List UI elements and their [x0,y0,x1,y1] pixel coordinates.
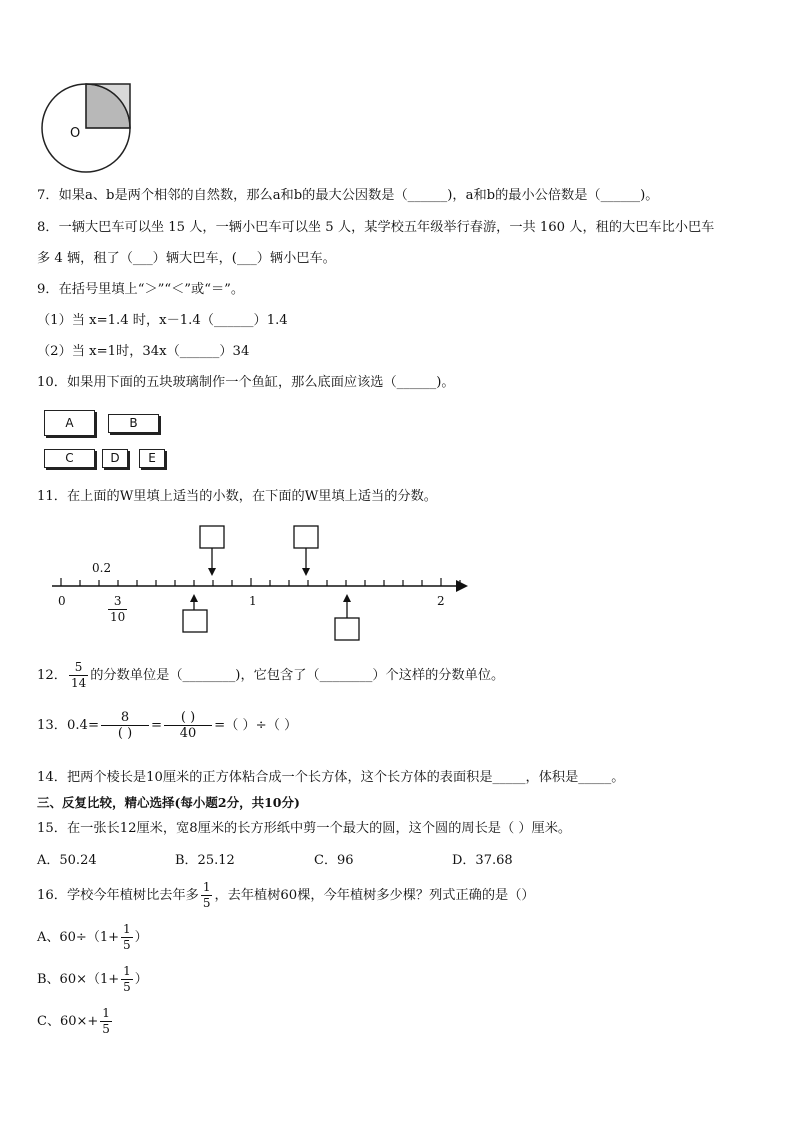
glass-piece-a: A [44,410,95,436]
glass-piece-e: E [139,449,165,468]
q15-option-c[interactable]: C．96 [314,853,354,868]
circle-square-figure [38,82,138,178]
number-line-tick-2: 2 [437,594,445,608]
number-line-fraction: $\frac{3}{10}$ [110,594,126,624]
question-9-sub2: （2）当 x=1时，34x（______）34 [37,344,250,359]
question-13: 13．0.4= $\frac{8}{( )}$ = $\frac{( )}{40}$ =（ ）÷（ ） [37,710,298,741]
glass-piece-b: B [108,414,159,433]
question-10: 10．如果用下面的五块玻璃制作一个鱼缸，那么底面应该选（______)。 [37,375,455,390]
question-8-line1: 8．一辆大巴车可以坐 15 人，一辆小巴车可以坐 5 人，某学校五年级举行春游，一共 160 人，租的大巴车比小巴车 [37,220,715,235]
number-line [40,520,480,650]
question-14: 14．把两个棱长是10厘米的正方体粘合成一个长方体，这个长方体的表面积是_____，体积是_____。 [37,770,625,785]
question-9-sub1: （1）当 x=1.4 时，x－1.4（______）1.4 [37,313,288,328]
q16-option-c[interactable]: C、60×+ $\frac{1}{5}$ [37,1006,110,1036]
question-15: 15．在一张长12厘米，宽8厘米的长方形纸中剪一个最大的圆，这个圆的周长是（ ）厘米。 [37,821,572,836]
question-11: 11．在上面的W里填上适当的小数，在下面的W里填上适当的分数。 [37,489,437,504]
question-16: 16．学校今年植树比去年多 $\frac{1}{5}$ ，去年植树60棵，今年植树多少棵？列式正确的是（） [37,880,535,910]
q15-option-a[interactable]: A．50.24 [37,853,97,868]
section-3-heading: 三、反复比较，精心选择(每小题2分，共10分) [37,795,300,810]
q16-option-a[interactable]: A、60÷（1+ $\frac{1}{5}$ ） [37,922,148,952]
question-8-line2: 多 4 辆，租了（___）辆大巴车，(___）辆小巴车。 [37,251,336,266]
glass-piece-c: C [44,449,95,468]
number-line-tick-0: 0 [58,594,66,608]
glass-piece-d: D [102,449,128,468]
question-12: 12． $\frac{5}{14}$ 的分数单位是（________)，它包含了（________）个这样的分数单位。 [37,660,505,690]
circle-center-label: O [70,126,81,141]
q15-option-d[interactable]: D．37.68 [452,853,513,868]
number-line-label-0-2: 0.2 [92,561,112,575]
q15-option-b[interactable]: B．25.12 [175,853,235,868]
question-7: 7．如果a、b是两个相邻的自然数，那么a和b的最大公因数是（______)，a和b的最小公倍数是（______)。 [37,188,659,203]
number-line-tick-1: 1 [249,594,257,608]
q16-option-b[interactable]: B、60×（1+ $\frac{1}{5}$ ） [37,964,148,994]
question-9-title: 9．在括号里填上“＞”“＜”或“＝”。 [37,282,245,297]
